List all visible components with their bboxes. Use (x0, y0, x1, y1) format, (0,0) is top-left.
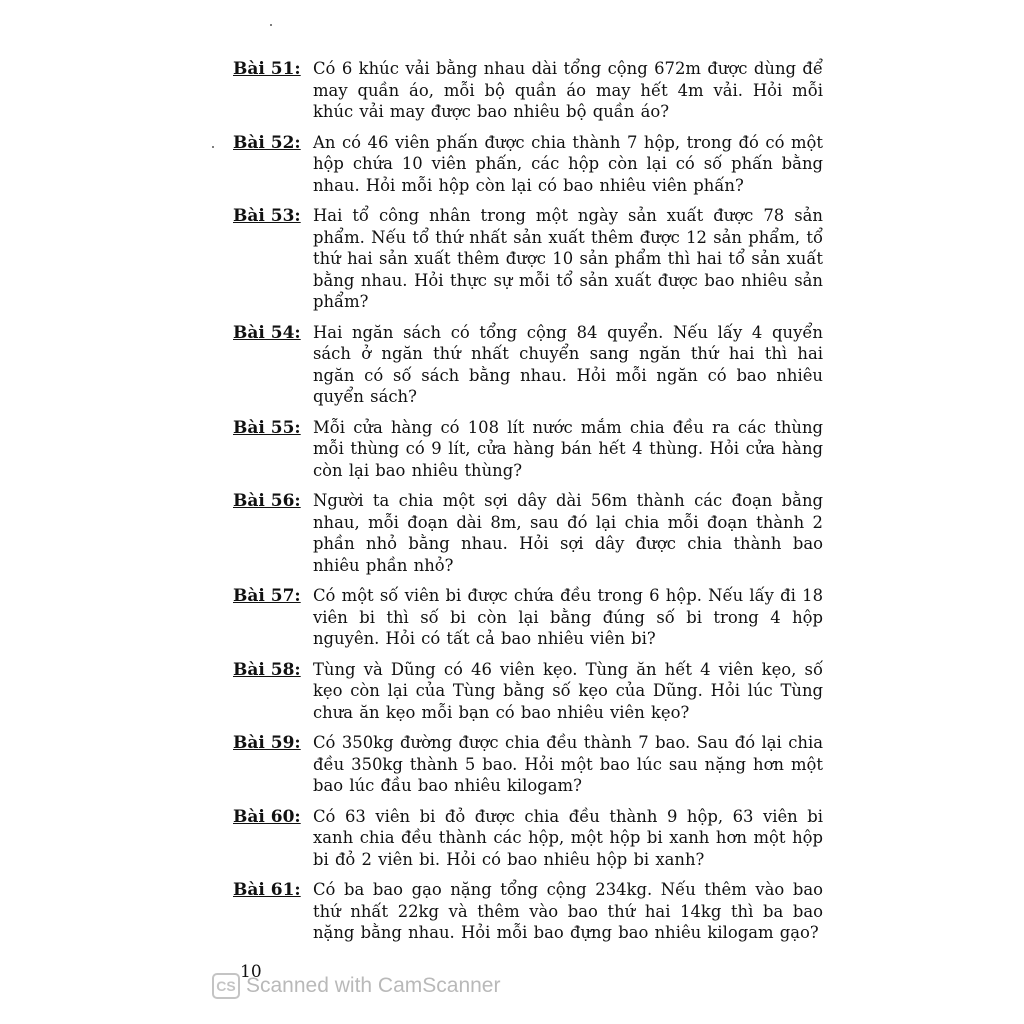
problem-label: Bài 52: (233, 132, 301, 153)
problem-label: Bài 53: (233, 206, 301, 226)
camscanner-logo-icon: CS (212, 973, 240, 999)
problem-label: Bài 59: (233, 733, 301, 753)
problem-item (233, 490, 823, 576)
problem-text: Có 350kg đường được chia đều thành 7 bao. Sau đó lại chia đều 350kg thành 5 bao. Hỏi một bao lúc sau nặng hơn một bao lúc đầu bao nhiêu kilogam? (313, 733, 823, 795)
page-number: 10 (240, 962, 262, 982)
problem-label: Bài 61: (233, 880, 301, 900)
problem-item (233, 585, 823, 650)
problem-label: Bài 54: (233, 322, 301, 343)
problem-label: Bài 60: (233, 806, 301, 827)
problem-item (233, 205, 823, 313)
problem-label: Bài 58: (233, 659, 301, 680)
problem-text: Có 63 viên bi đỏ được chia đều thành 9 hộp, 63 viên bi xanh chia đều thành các hộp, một hộp bi xanh hơn một hộp bi đỏ 2 viên bi. Hỏi có bao nhiêu hộp bi xanh? (313, 806, 823, 869)
problem-label: Bài 55: (233, 417, 301, 438)
problem-item (233, 732, 823, 797)
problem-item (233, 879, 823, 944)
problem-text: Có một số viên bi được chứa đều trong 6 hộp. Nếu lấy đi 18 viên bi thì số bi còn lại bằng đúng số bi trong 4 hộp nguyên. Hỏi có tất cả bao nhiêu viên bi? (313, 586, 823, 648)
problem-text: Có 6 khúc vải bằng nhau dài tổng cộng 672m được dùng để may quần áo, mỗi bộ quần áo may hết 4m vải. Hỏi mỗi khúc vải may được bao nhiêu bộ quần áo? (313, 59, 823, 121)
camscanner-watermark (212, 973, 500, 999)
watermark-text: Scanned with CamScanner (246, 974, 501, 997)
problem-label: Bài 51: (233, 59, 301, 79)
problem-text: Có ba bao gạo nặng tổng cộng 234kg. Nếu thêm vào bao thứ nhất 22kg và thêm vào bao thứ hai 14kg thì ba bao nặng bằng nhau. Hỏi mỗi bao đựng bao nhiêu kilogam gạo? (313, 880, 823, 942)
problem-item (233, 58, 823, 123)
problem-text: Tùng và Dũng có 46 viên kẹo. Tùng ăn hết 4 viên kẹo, số kẹo còn lại của Tùng bằng số kẹo của Dũng. Hỏi lúc Tùng chưa ăn kẹo mỗi bạn có bao nhiêu viên kẹo? (313, 659, 823, 722)
scan-speck (270, 24, 272, 26)
problem-item (233, 417, 823, 482)
problem-text: Người ta chia một sợi dây dài 56m thành các đoạn bằng nhau, mỗi đoạn dài 8m, sau đó lại chia mỗi đoạn thành 2 phần nhỏ bằng nhau. Hỏi sợi dây được chia thành bao nhiêu phần nhỏ? (313, 491, 823, 575)
problem-label: Bài 56: (233, 491, 301, 511)
problem-label: Bài 57: (233, 586, 301, 606)
problem-text: Mỗi cửa hàng có 108 lít nước mắm chia đều ra các thùng mỗi thùng có 9 lít, cửa hàng bán hết 4 thùng. Hỏi cửa hàng còn lại bao nhiêu thùng? (313, 417, 823, 480)
problem-text: Hai tổ công nhân trong một ngày sản xuất được 78 sản phẩm. Nếu tổ thứ nhất sản xuất thêm được 12 sản phẩm, tổ thứ hai sản xuất thêm được 10 sản phẩm thì hai tổ sản xuất bằng nhau. Hỏi thực sự mỗi tổ sản xuất được bao nhiêu sản phẩm? (313, 206, 823, 311)
problem-item (233, 659, 823, 724)
problem-text: Hai ngăn sách có tổng cộng 84 quyển. Nếu lấy 4 quyển sách ở ngăn thứ nhất chuyển sang ngăn thứ hai thì hai ngăn có số sách bằng nhau. Hỏi mỗi ngăn có bao nhiêu quyển sách? (313, 322, 823, 406)
problem-item (233, 806, 823, 871)
problem-text: An có 46 viên phấn được chia thành 7 hộp, trong đó có một hộp chứa 10 viên phấn, các hộp còn lại có số phấn bằng nhau. Hỏi mỗi hộp còn lại có bao nhiêu viên phấn? (313, 132, 823, 195)
scan-speck (212, 146, 214, 148)
problem-item (233, 322, 823, 408)
problem-list (233, 58, 823, 953)
problem-item (233, 132, 823, 197)
